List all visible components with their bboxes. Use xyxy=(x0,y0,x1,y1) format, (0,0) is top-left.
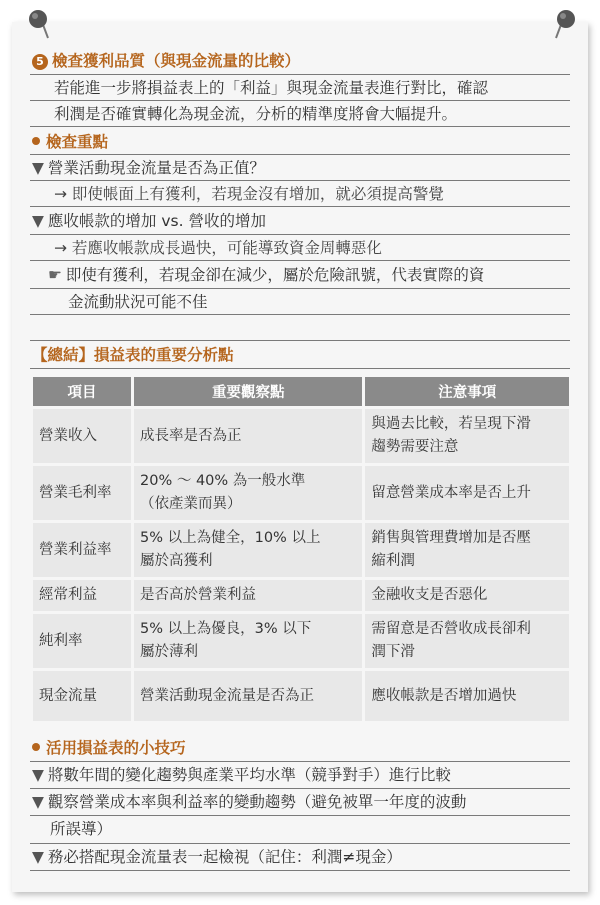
point-cell: 成長率是否為正 xyxy=(134,409,362,463)
point-cell: 5% 以上為優良，3% 以下 屬於薄利 xyxy=(134,614,362,668)
note-cell: 銷售與管理費增加是否壓 縮利潤 xyxy=(365,523,569,577)
warning-line: ☛ 即使有獲利，若現金卻在減少，屬於危險訊號，代表實際的資 xyxy=(48,266,485,284)
summary-heading: 【總結】損益表的重要分析點 xyxy=(32,346,234,364)
tip-line: 所誤導） xyxy=(50,820,113,838)
column-header: 項目 xyxy=(33,377,131,406)
note-cell: 與過去比較，若呈現下滑 趨勢需要注意 xyxy=(365,409,569,463)
section-number-badge: 5 xyxy=(32,54,48,70)
table-row xyxy=(33,409,569,463)
item-cell: 現金流量 xyxy=(33,671,131,721)
point-cell: 營業活動現金流量是否為正 xyxy=(134,671,362,721)
note-cell: 金融收支是否惡化 xyxy=(365,580,569,611)
point-cell: 20% ～ 40% 為一般水準 （依產業而異） xyxy=(134,466,362,520)
triangle-down-icon: ▼ xyxy=(32,848,44,866)
triangle-down-icon: ▼ xyxy=(32,159,44,177)
checkpoint-title: ▼ 應收帳款的增加 vs. 營收的增加 xyxy=(32,212,266,230)
item-cell: 營業毛利率 xyxy=(33,466,131,520)
note-cell: 留意營業成本率是否上升 xyxy=(365,466,569,520)
checkpoint-sub: → 即使帳面上有獲利，若現金沒有增加，就必須提高警覺 xyxy=(54,185,444,203)
item-cell: 營業收入 xyxy=(33,409,131,463)
item-cell: 純利率 xyxy=(33,614,131,668)
bullet-dot-icon xyxy=(32,743,40,751)
tip-line: ▼ 觀察營業成本率與利益率的變動趨勢（避免被單一年度的波動 xyxy=(32,793,467,811)
section-body-line: 若能進一步將損益表上的「利益」與現金流量表進行對比，確認 xyxy=(54,79,489,97)
table-row xyxy=(33,614,569,668)
triangle-down-icon: ▼ xyxy=(32,212,44,230)
tip-line: ▼ 務必搭配現金流量表一起檢視（記住：利潤≠現金） xyxy=(32,848,402,866)
note-cell: 需留意是否營收成長卻利 潤下滑 xyxy=(365,614,569,668)
item-cell: 經常利益 xyxy=(33,580,131,611)
pointing-hand-icon: ☛ xyxy=(48,266,62,284)
warning-line: 金流動狀況可能不佳 xyxy=(68,293,208,311)
point-cell: 是否高於營業利益 xyxy=(134,580,362,611)
bullet-dot-icon xyxy=(32,137,40,145)
column-header: 重要觀察點 xyxy=(134,377,362,406)
triangle-down-icon: ▼ xyxy=(32,766,44,784)
tip-line: ▼ 將數年間的變化趨勢與產業平均水準（競爭對手）進行比較 xyxy=(32,766,451,784)
note-cell: 應收帳款是否增加過快 xyxy=(365,671,569,721)
section-title: 5 檢查獲利品質（與現金流量的比較） xyxy=(32,50,300,72)
column-header: 注意事項 xyxy=(365,377,569,406)
checkpoints-heading: 檢查重點 xyxy=(32,131,108,153)
pushpin-icon xyxy=(548,8,578,42)
checkpoint-sub: → 若應收帳款成長過快，可能導致資金周轉惡化 xyxy=(54,239,382,257)
point-cell: 5% 以上為健全，10% 以上 屬於高獲利 xyxy=(134,523,362,577)
checkpoint-title: ▼ 營業活動現金流量是否為正值？ xyxy=(32,159,265,177)
summary-table xyxy=(30,374,572,724)
section-body-line: 利潤是否確實轉化為現金流，分析的精準度將會大幅提升。 xyxy=(54,105,458,123)
table-row xyxy=(33,580,569,611)
item-cell: 營業利益率 xyxy=(33,523,131,577)
table-row xyxy=(33,523,569,577)
triangle-down-icon: ▼ xyxy=(32,793,44,811)
table-row xyxy=(33,671,569,721)
tips-heading: 活用損益表的小技巧 xyxy=(32,737,186,759)
pushpin-icon xyxy=(26,8,56,42)
table-row xyxy=(33,466,569,520)
